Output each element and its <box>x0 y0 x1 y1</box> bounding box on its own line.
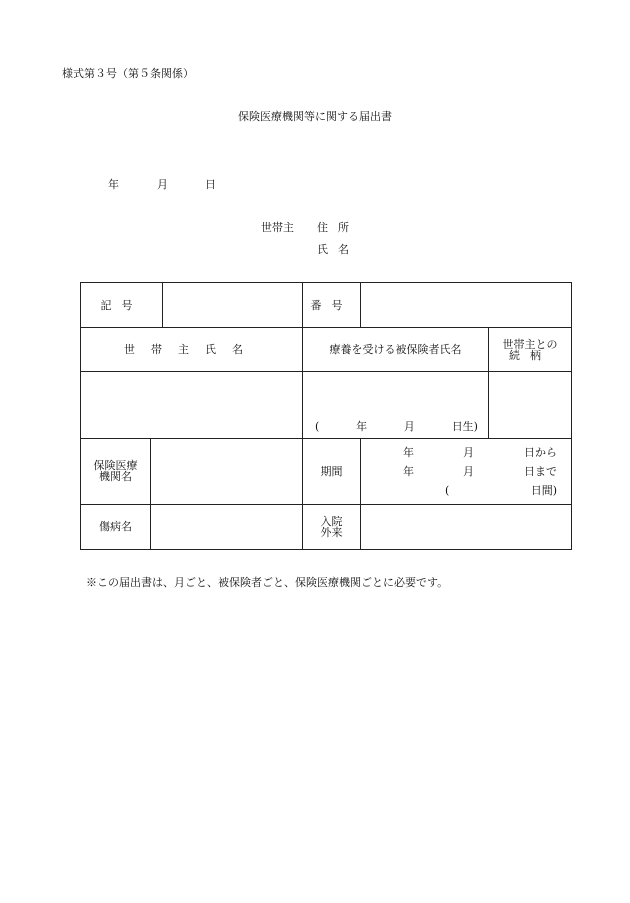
inpatient-label: 入院 <box>320 514 343 528</box>
outpatient-label: 外来 <box>320 525 343 539</box>
facility-label-line2: 機関名 <box>99 470 132 484</box>
birth-date-line <box>315 421 478 432</box>
number-label-cell <box>303 283 361 328</box>
facility-label-line1: 保険医療 <box>93 459 138 473</box>
number-input-cell[interactable] <box>361 283 572 328</box>
period-days-label: 日間) <box>530 483 558 497</box>
relation-label-line2: 続柄 <box>509 348 551 362</box>
period-to-line <box>361 462 571 481</box>
date-year-label: 年 <box>108 178 119 191</box>
period-to-year: 年 <box>403 464 415 478</box>
relation-label-line1: 世帯主との <box>502 337 558 351</box>
householder-label: 世帯主 <box>261 221 294 234</box>
visit-type-input-cell[interactable] <box>361 504 572 549</box>
birth-open-paren: ( <box>315 419 320 433</box>
householder-name-label: 世帯主氏名 <box>124 343 259 357</box>
patient-name-input-cell[interactable] <box>303 372 489 438</box>
disease-label-cell <box>81 504 151 549</box>
patient-name-label-cell <box>303 328 489 372</box>
symbol-label-cell <box>81 283 163 328</box>
name-label: 氏名 <box>317 243 359 256</box>
period-from-year: 年 <box>403 445 415 459</box>
period-label: 期間 <box>320 464 343 478</box>
period-days-line <box>361 481 571 500</box>
period-from-day: 日から <box>524 445 558 459</box>
facility-input-cell[interactable] <box>151 438 303 504</box>
facility-label-cell <box>81 438 151 504</box>
relation-input-cell[interactable] <box>489 372 572 438</box>
period-input-cell[interactable] <box>361 438 572 504</box>
footnote: ※この届出書は、月ごと、被保険者ごと、保険医療機関ごとに必要です。 <box>86 576 449 589</box>
period-from-line <box>361 443 571 462</box>
patient-name-label: 療養を受ける被保険者氏名 <box>329 343 462 357</box>
date-day-label: 日 <box>205 178 216 191</box>
birth-year-label: 年 <box>356 419 368 433</box>
period-to-day: 日まで <box>524 464 558 478</box>
number-label: 番号 <box>310 298 353 312</box>
birth-month-label: 月 <box>403 419 415 433</box>
period-label-cell <box>303 438 361 504</box>
householder-name-label-cell <box>81 328 303 372</box>
symbol-label: 記号 <box>100 298 143 312</box>
relation-label-cell <box>489 328 572 372</box>
period-from-month: 月 <box>463 445 475 459</box>
householder-name-input-cell[interactable] <box>81 372 303 438</box>
birth-day-label: 日生) <box>451 419 478 433</box>
visit-type-label-cell <box>303 504 361 549</box>
period-days-open: ( <box>445 483 450 497</box>
period-to-month: 月 <box>463 464 475 478</box>
disease-label: 傷病名 <box>99 520 132 534</box>
document-title: 保険医療機関等に関する届出書 <box>238 110 392 123</box>
date-month-label: 月 <box>157 178 168 191</box>
form-number: 様式第３号（第５条関係） <box>62 67 194 80</box>
symbol-input-cell[interactable] <box>163 283 303 328</box>
disease-input-cell[interactable] <box>151 504 303 549</box>
notification-form-table <box>80 282 572 550</box>
address-label: 住所 <box>317 221 359 234</box>
